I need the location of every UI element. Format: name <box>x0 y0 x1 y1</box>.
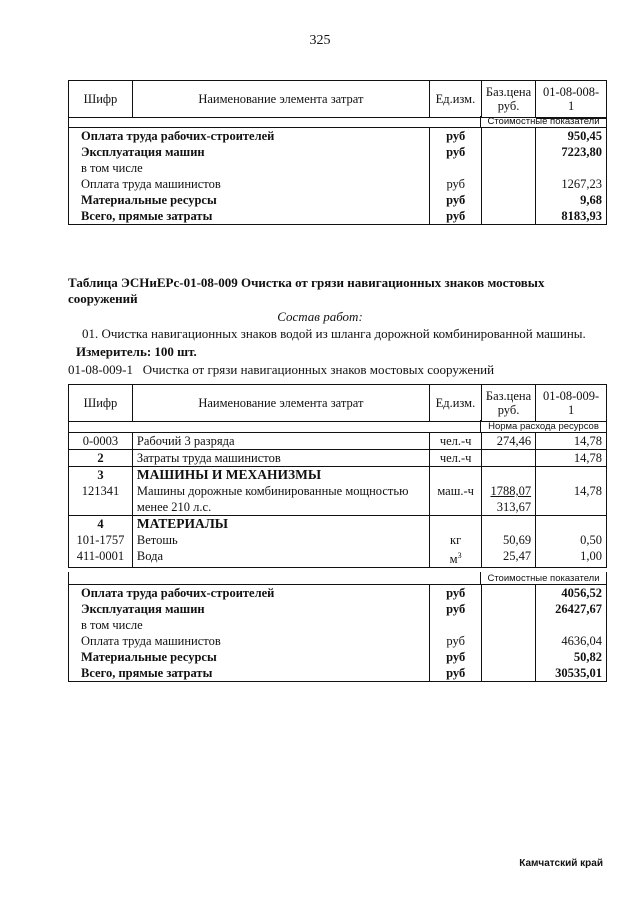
table-row: Всего, прямые затраты руб 30535,01 <box>69 665 607 682</box>
table-row: 0-0003 Рабочий 3 разряда чел.-ч 274,46 14,78 <box>69 433 607 450</box>
table-header-row <box>69 81 607 118</box>
header-name: Наименование элемента затрат <box>132 81 429 118</box>
header-code: 01-08-009-1 <box>536 385 607 422</box>
header-unit: Ед.изм. <box>429 81 481 118</box>
subtitle: 01-08-009-1 Очистка от грязи навигационных знаков мостовых сооружений <box>68 362 495 377</box>
table-row: Оплата труда рабочих-строителей руб 4056,52 <box>69 585 607 601</box>
table-row: 101-1757 Ветошь кг 50,69 0,50 <box>69 532 607 548</box>
table-row: Оплата труда рабочих-строителей руб 950,45 <box>69 128 607 144</box>
table-row: Материальные ресурсы руб 9,68 <box>69 192 607 208</box>
table-row: Всего, прямые затраты руб 8183,93 <box>69 208 607 225</box>
header-base-price: Баз.цена руб. <box>481 385 535 422</box>
cost-rows-table2 <box>68 585 607 682</box>
table-row: Эксплуатация машин руб 26427,67 <box>69 601 607 617</box>
table-row: Материальные ресурсы руб 50,82 <box>69 649 607 665</box>
section-label-cost: Стоимостные показатели <box>487 116 600 127</box>
header-unit: Ед.изм. <box>429 385 481 422</box>
table-row: 2 Затраты труда машинистов чел.-ч 14,78 <box>69 450 607 467</box>
meter: Измеритель: 100 шт. <box>76 344 197 359</box>
cost-table-01-08-008-1 <box>68 80 607 119</box>
section-label-norm: Норма расхода ресурсов <box>488 421 599 432</box>
resource-rows <box>68 433 607 568</box>
header-name: Наименование элемента затрат <box>132 385 429 422</box>
cost-rows-table1 <box>68 128 607 225</box>
table-row: 411-0001 Вода $м^3$ 25,47 1,00 <box>69 548 607 568</box>
table-row: Эксплуатация машин руб 7223,80 <box>69 144 607 160</box>
footer-region: Камчатский край <box>519 858 603 869</box>
work-item: 01. Очистка навигационных знаков водой из шланга дорожной комбинированной машины. <box>82 326 586 341</box>
section-label-cost: Стоимостные показатели <box>487 573 600 584</box>
page-number: 325 <box>309 33 331 48</box>
work-composition-title: Состав работ: <box>277 309 363 324</box>
table-row: Оплата труда машинистов руб 1267,23 <box>69 176 607 192</box>
header-cipher: Шифр <box>69 385 133 422</box>
table-title: Таблица ЭСНиЕРс-01-08-009 Очистка от грязи навигационных знаков мостовых сооружений <box>68 275 545 306</box>
table-row: 121341 Машины дорожные комбинированные мощностью менее 210 л.с. маш.-ч 1788,07 313,67 14,78 <box>69 483 607 516</box>
resource-table-01-08-009-1 <box>68 384 607 422</box>
header-code: 01-08-008-1 <box>536 81 607 118</box>
table-header-row <box>69 385 607 422</box>
table-row: 4 МАТЕРИАЛЫ <box>69 516 607 533</box>
table-row: в том числе <box>69 160 607 176</box>
table-row: в том числе <box>69 617 607 633</box>
table-row: 3 МАШИНЫ И МЕХАНИЗМЫ <box>69 467 607 484</box>
header-cipher: Шифр <box>69 81 133 118</box>
header-base-price: Баз.цена руб. <box>481 81 535 118</box>
table-row: Оплата труда машинистов руб 4636,04 <box>69 633 607 649</box>
